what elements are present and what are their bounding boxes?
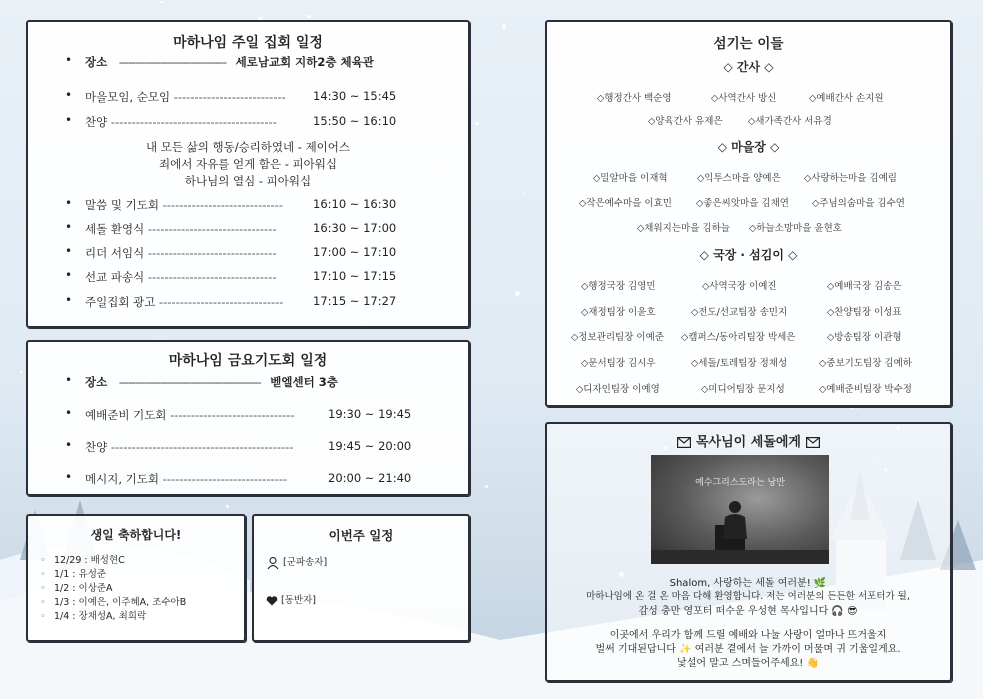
servant-item: ◇예배준비팀장 박수정 <box>819 384 912 395</box>
row-label: 주일집회 광고 <box>85 295 156 309</box>
place-label: 장소 <box>85 55 108 69</box>
row-time: 16:10 ~ 16:30 <box>313 197 397 211</box>
servant-item: ◇사역간사 방신 <box>711 93 777 104</box>
envelope-icon <box>806 437 820 448</box>
sunday-place-row: • 장소 ---------------------------------- 세로남교회 지하2층 체육관 <box>65 53 374 69</box>
letter-line: 마하나임에 온 걸 온 마음 다해 환영합니다. 저는 여러분의 든든한 서포터가 될, <box>586 591 910 602</box>
letter-line: 낯설어 말고 스며들어주세요! 👋 <box>677 658 819 669</box>
birthday-item: ◦ 1/3 : 이예은, 이주혜A, 조수아B <box>40 597 187 608</box>
schedule-row: • 마을모임, 순모임 --------------------------- <box>65 88 286 104</box>
envelope-icon <box>677 437 691 448</box>
section-heading: ◇ 간사 ◇ <box>723 60 774 74</box>
servants-card <box>545 20 952 407</box>
letter-line: Shalom, 사랑하는 세돌 여러분! 🌿 <box>669 578 827 589</box>
servant-item: ◇정보관리팀장 이예준 <box>571 332 664 343</box>
row-time: 19:30 ~ 19:45 <box>328 407 412 421</box>
sunday-schedule-card <box>26 20 470 328</box>
birthday-item: ◦ 1/4 : 장채성A, 최희락 <box>40 611 147 622</box>
sunday-title: 마하나임 주일 집회 일정 <box>173 35 323 51</box>
song-item: 죄에서 자유를 얻게 함은 - 피아워십 <box>159 157 337 171</box>
row-time: 17:00 ~ 17:10 <box>313 245 397 259</box>
row-label: 예배준비 기도회 <box>85 408 167 422</box>
birthday-item: ◦ 1/1 : 유성준 <box>40 569 107 580</box>
servant-item: ◇전도/선교팀장 송민지 <box>691 307 788 318</box>
song-item: 하나님의 열심 - 피아워십 <box>184 174 312 188</box>
birthday-text: 1/1 : 유성준 <box>54 569 107 580</box>
photo-caption: 예수그리스도라는 낭만 <box>695 478 785 488</box>
pastor-title: 목사님이 세돌에게 <box>696 435 801 450</box>
servant-item: ◇작은예수마을 이효민 <box>579 198 672 209</box>
place-label: 장소 <box>85 375 108 389</box>
letter-line: 이곳에서 우리가 함께 드릴 예배와 나눌 사랑이 얼마나 뜨거울지 <box>609 630 887 641</box>
row-label: 찬양 <box>85 115 108 129</box>
row-dash: ------------------------------- <box>147 270 277 284</box>
servant-item: ◇재정팀장 이윤호 <box>581 307 656 318</box>
servant-item: ◇익투스마을 양예은 <box>697 173 781 184</box>
servant-item: ◇방송팀장 이관형 <box>827 332 902 343</box>
birthday-text: 1/3 : 이예은, 이주혜A, 조수아B <box>54 597 187 608</box>
week-item <box>266 554 327 570</box>
schedule-row: • 선교 파송식 ------------------------------- <box>65 268 277 284</box>
soldier-icon <box>266 556 280 570</box>
servant-item: ◇세돌/토레팀장 정채성 <box>691 358 788 369</box>
row-dash: ------------------------------- <box>147 222 277 236</box>
servant-item: ◇주님의숨마을 김수연 <box>812 198 905 209</box>
week-schedule-card <box>252 514 470 642</box>
row-dash: ------------------------------ <box>162 472 288 486</box>
servant-item: ◇문서팀장 김시우 <box>581 358 656 369</box>
schedule-row: • 찬양 ---------------------------------------- <box>65 113 277 129</box>
servant-item: ◇미디어팀장 문지성 <box>701 384 785 395</box>
birthday-text: 1/4 : 장채성A, 최희락 <box>54 611 147 622</box>
servant-item: ◇예배간사 손지원 <box>809 93 884 104</box>
servant-item: ◇캠퍼스/동아리팀장 박세은 <box>681 332 796 343</box>
week-item <box>266 592 316 607</box>
row-label: 말씀 및 기도회 <box>85 198 159 212</box>
row-dash: --------------------------- <box>173 90 286 104</box>
row-dash: ------------------------------ <box>170 408 295 422</box>
schedule-row: • 예배준비 기도회 ------------------------------ <box>65 406 295 422</box>
servant-item: ◇채워지는마을 김하늘 <box>637 223 730 234</box>
week-item-text: [군파송자] <box>283 557 328 568</box>
row-dash: -------------------------------------------- <box>110 440 294 454</box>
birthday-item: ◦ 1/2 : 이상준A <box>40 583 113 594</box>
place-value: 벧엘센터 3층 <box>270 375 338 389</box>
place-dash: ---------------------------------- <box>118 55 226 69</box>
section-heading: ◇ 국장 · 섬김이 ◇ <box>699 248 798 262</box>
row-time: 19:45 ~ 20:00 <box>328 439 412 453</box>
row-time: 14:30 ~ 15:45 <box>313 89 397 103</box>
schedule-row: • 말씀 및 기도회 ----------------------------- <box>65 196 283 212</box>
row-time: 17:15 ~ 17:27 <box>313 294 397 308</box>
friday-schedule-card <box>26 340 470 496</box>
pastor-title-row <box>547 431 950 450</box>
schedule-row: • 메시지, 기도회 ------------------------------ <box>65 470 288 486</box>
servant-item: ◇사랑하는마을 김예림 <box>804 173 897 184</box>
letter-line: 벌써 기대된답니다 ✨ 여러분 곁에서 늘 가까이 머물며 귀 기울일게요. <box>595 644 901 655</box>
section-heading: ◇ 마을장 ◇ <box>717 140 780 154</box>
week-item-text: [동반자] <box>281 595 316 606</box>
friday-place-row: • 장소 --------------------------------------------- 벧엘센터 3층 <box>65 373 338 389</box>
row-label: 선교 파송식 <box>85 270 145 284</box>
servants-title: 섬기는 이들 <box>713 36 784 52</box>
schedule-row: • 세돌 환영식 ------------------------------- <box>65 220 277 236</box>
servant-item: ◇중보기도팀장 김예하 <box>819 358 912 369</box>
row-label: 세돌 환영식 <box>85 222 145 236</box>
week-title: 이번주 일정 <box>328 528 394 543</box>
servant-item: ◇하늘소망마을 윤현호 <box>749 223 842 234</box>
letter-line: 감성 충만 영포터 떠수운 우성현 목사입니다 🎧 😎 <box>638 606 858 617</box>
birthday-text: 1/2 : 이상준A <box>54 583 113 594</box>
song-item: 내 모든 삶의 행동/승리하였네 - 제이어스 <box>145 140 351 154</box>
servant-item: ◇찬양팀장 이성표 <box>827 307 902 318</box>
schedule-row: • 찬양 -------------------------------------------- <box>65 438 294 454</box>
place-dash: --------------------------------------------- <box>118 375 261 389</box>
schedule-row: • 리더 서임식 ------------------------------- <box>65 244 277 260</box>
servant-item: ◇밀알마을 이재혁 <box>593 173 668 184</box>
servant-item: ◇행정간사 백순영 <box>597 93 672 104</box>
heart-icon <box>266 595 278 607</box>
row-dash: ----------------------------- <box>162 198 283 212</box>
place-value: 세로남교회 지하2층 체육관 <box>235 55 374 69</box>
pastor-preaching-photo <box>651 455 829 564</box>
row-time: 20:00 ~ 21:40 <box>328 471 412 485</box>
birthday-text: 12/29 : 배성현C <box>54 555 125 566</box>
servant-item: ◇행정국장 김영민 <box>581 281 656 292</box>
row-label: 마을모임, 순모임 <box>85 90 171 104</box>
servant-item: ◇디자인팀장 이예영 <box>576 384 660 395</box>
servant-item: ◇좋은씨앗마을 김채연 <box>696 198 789 209</box>
row-label: 찬양 <box>85 440 108 454</box>
birthday-card <box>26 514 246 642</box>
row-dash: ------------------------------ <box>158 295 284 309</box>
servant-item: ◇양육간사 유제은 <box>648 116 723 127</box>
row-time: 15:50 ~ 16:10 <box>313 114 397 128</box>
friday-title: 마하나임 금요기도회 일정 <box>168 353 328 369</box>
row-label: 메시지, 기도회 <box>85 472 159 486</box>
schedule-row: • 주일집회 광고 ------------------------------ <box>65 293 284 309</box>
servant-item: ◇예배국장 김송은 <box>827 281 902 292</box>
servant-item: ◇사역국장 이예진 <box>702 281 777 292</box>
row-time: 16:30 ~ 17:00 <box>313 221 397 235</box>
row-label: 리더 서임식 <box>85 246 145 260</box>
birthday-title: 생일 축하합니다! <box>90 528 182 542</box>
row-dash: ------------------------------- <box>147 246 277 260</box>
birthday-item: ◦ 12/29 : 배성현C <box>40 555 125 566</box>
row-time: 17:10 ~ 17:15 <box>313 269 397 283</box>
servant-item: ◇새가족간사 서유경 <box>748 116 832 127</box>
row-dash: ---------------------------------------- <box>110 115 277 129</box>
